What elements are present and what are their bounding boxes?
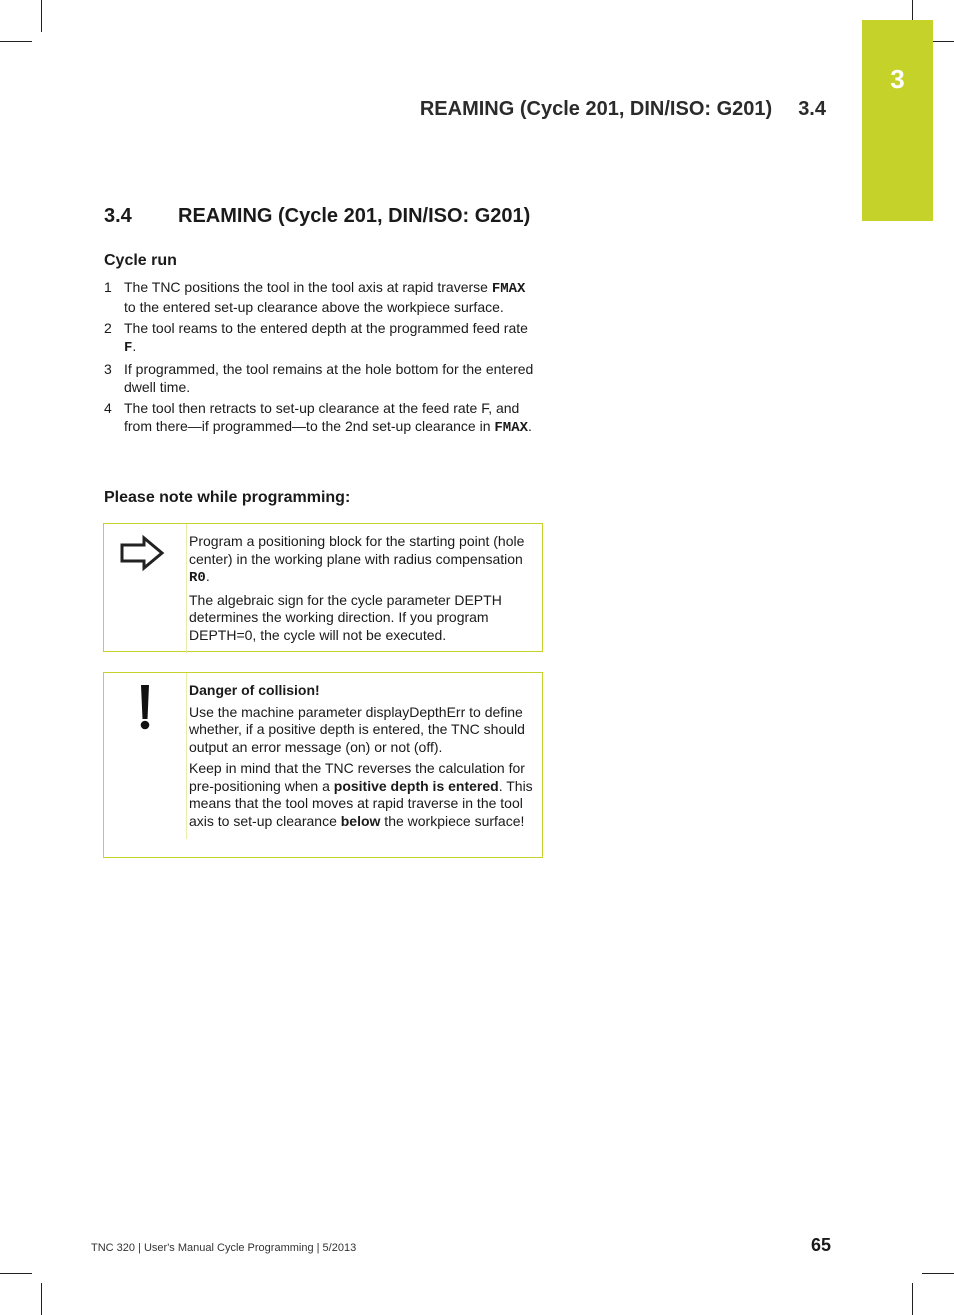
section-heading — [104, 205, 530, 228]
step-text: The tool reams to the entered depth at the programmed feed rate — [124, 320, 528, 336]
step-code: FMAX — [494, 419, 529, 436]
running-header — [420, 98, 826, 121]
step-text: . — [132, 337, 137, 354]
chapter-number: 3 — [890, 64, 905, 94]
warning-text: . This means that the tool moves at rapid traverse in the tool axis to set-up clearance — [189, 777, 533, 829]
crop-mark — [41, 0, 42, 32]
step-number: 4 — [104, 400, 112, 416]
running-header-number: 3.4 — [798, 98, 826, 120]
running-header-title: REAMING (Cycle 201, DIN/ISO: G201) — [419, 98, 773, 120]
step-text: . — [528, 417, 532, 434]
info-paragraph — [189, 533, 534, 588]
crop-mark — [0, 41, 32, 42]
footer-text: TNC 320 | User's Manual Cycle Programming | 5/2013 — [91, 1242, 357, 1254]
crop-mark — [922, 1273, 954, 1274]
warning-title — [189, 682, 534, 700]
chapter-tab — [862, 20, 933, 221]
crop-mark — [912, 1283, 913, 1315]
exclamation-icon — [104, 673, 186, 748]
warning-paragraph: Use the machine parameter displayDepthErr to define whether, if a positive depth is entered, the TNC should output an error message (on) or not (off). — [189, 703, 525, 755]
list-item — [104, 279, 540, 316]
list-item — [104, 320, 540, 357]
info-code: R0 — [189, 570, 206, 586]
crop-mark — [0, 1273, 32, 1274]
step-text: to the entered set-up clearance above the workpiece surface. — [124, 298, 504, 315]
step-text: The TNC positions the tool in the tool axis at rapid traverse — [124, 279, 492, 295]
list-item — [104, 361, 540, 396]
info-paragraph: The algebraic sign for the cycle parameter DEPTH determines the working direction. If you program DEPTH=0, the cycle will not be executed. — [189, 591, 502, 643]
page-number: 65 — [811, 1235, 832, 1255]
cycle-run-heading: Cycle run — [104, 252, 177, 269]
warning-bold: positive depth is entered — [333, 777, 499, 794]
programming-notes-heading: Please note while programming: — [104, 489, 351, 506]
step-text: The tool then retracts to set-up clearance at the feed rate F, and from there—if programmed—to the 2nd set-up clearance in — [124, 400, 520, 434]
warning-paragraph — [189, 760, 534, 830]
step-code: F — [124, 339, 133, 356]
step-number: 2 — [104, 320, 112, 336]
arrow-right-icon — [104, 524, 186, 589]
info-text: Program a positioning block for the starting point (hole center) in the working plane with radius compensation — [189, 533, 525, 567]
warning-text: Keep in mind that the TNC reverses the calculation for pre-positioning when a — [189, 760, 525, 794]
warning-bold: below — [340, 812, 381, 829]
step-text: If programmed, the tool remains at the hole bottom for the entered dwell time. — [124, 361, 534, 395]
warning-text: the workpiece surface! — [380, 812, 525, 829]
warning-title-text: Danger of collision! — [189, 682, 320, 698]
info-note-text — [186, 524, 542, 653]
info-text: . — [205, 568, 210, 584]
crop-mark — [41, 1283, 42, 1315]
cycle-steps-list — [104, 279, 540, 441]
list-item — [104, 400, 540, 437]
warning-note-box — [103, 672, 543, 858]
step-number: 3 — [104, 361, 112, 377]
step-number: 1 — [104, 279, 112, 295]
info-note-box — [103, 523, 543, 652]
step-code: FMAX — [491, 281, 526, 297]
warning-note-text — [186, 673, 542, 839]
section-title: REAMING (Cycle 201, DIN/ISO: G201) — [178, 205, 531, 227]
section-number: 3.4 — [104, 205, 132, 227]
